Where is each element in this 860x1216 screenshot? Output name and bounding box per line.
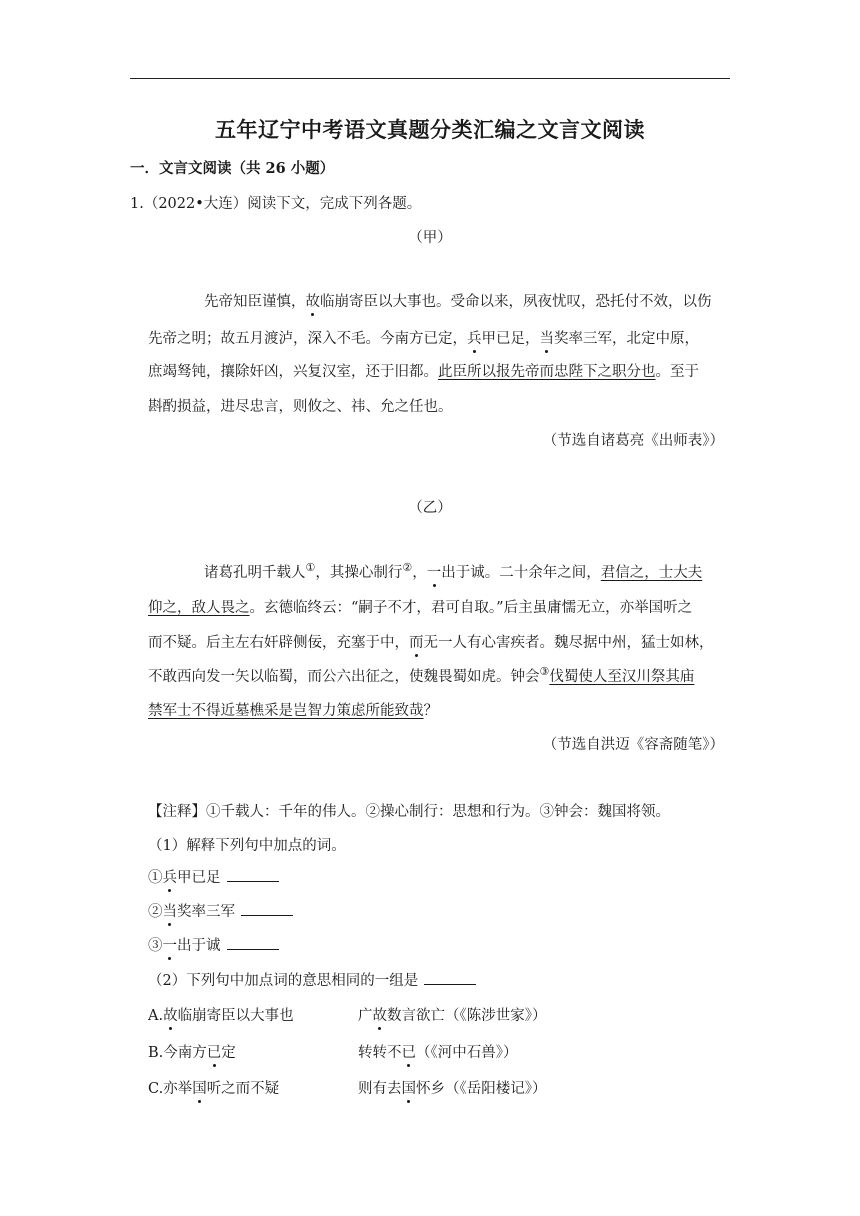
footnote-marker: ③ [539,665,550,679]
passage-b-label: （乙） [408,500,452,516]
option-c-right: 则有去国怀乡（《岳阳楼记》） [358,1081,547,1097]
section-heading: 一．文言文阅读（共 26 小题） [130,160,335,177]
emphasis-dot-word: 故 [163,1008,178,1024]
passage-a-line: 先帝知臣谨慎，故临崩寄臣以大事也。受命以来，夙夜忧叹，恐托付不效，以伤 [204,294,712,310]
passage-b-source: （节选自洪迈《容斋随笔》） [542,737,724,753]
emphasis-dot-word: 而 [409,635,424,651]
passage-a-label: （甲） [408,230,452,246]
sub-question-item: ②当奖率三军 [148,900,293,921]
passage-b-line: 禁军士不得近墓樵采是岂智力策虑所能致哉？ [148,703,438,719]
passage-b-line: 而不疑。后主左右奸辟侧佞，充塞于中，而无一人有心害疾者。魏尽据中州，猛士如林， [148,635,714,651]
emphasis-dot-word: 当 [162,904,177,920]
sub-question-item: ①兵甲已足 [148,866,279,887]
passage-b-line: 不敢西向发一矢以临蜀，而公六出征之，使魏畏蜀如虎。钟会③伐蜀使人至汉川祭其庙 [148,665,695,685]
annotation-notes: 【注释】①千载人：千年的伟人。②操心制行：思想和行为。③钟会：魏国将领。 [148,804,670,820]
passage-a-line: 先帝之明；故五月渡泸，深入不毛。今南方已定，兵甲已足，当奖率三军，北定中原， [148,331,699,347]
emphasis-dot-word: 已 [206,1045,222,1061]
footnote-marker: ① [305,561,316,575]
sub-question-item: ③一出于诚 [148,934,279,955]
option-b-right: 转转不已（《河中石兽》） [358,1045,518,1061]
option-a-right: 广故数言欲亡（《陈涉世家》） [358,1008,547,1024]
underlined-sentence: 仰之，敌人畏之 [148,600,250,616]
underlined-sentence: 禁军士不得近墓樵采是岂智力策虑所能致哉 [148,703,424,719]
option-c-left: C.亦举国听之而不疑 [148,1081,280,1097]
option-b-left: B.今南方已定 [148,1045,236,1061]
underlined-sentence: 伐蜀使人至汉川祭其庙 [549,669,695,685]
question-stem: 1.（2022•大连）阅读下文，完成下列各题。 [130,196,422,212]
emphasis-dot-word: 兵 [467,331,482,347]
passage-b-line: 诸葛孔明千载人①，其操心制行②，一出于诚。二十余年之间，君信之，士大夫 [204,561,703,581]
emphasis-dot-word: 故 [372,1008,387,1024]
passage-a-line: 庶竭驽钝，攘除奸凶，兴复汉室，还于旧都。此臣所以报先帝而忠陛下之职分也。至于 [148,364,699,380]
page-title: 五年辽宁中考语文真题分类汇编之文言文阅读 [215,117,645,142]
emphasis-dot-word: 故 [305,294,320,310]
answer-blank[interactable] [241,903,293,916]
emphasis-dot-word: 兵 [162,870,177,886]
emphasis-dot-word: 当 [539,331,554,347]
answer-blank[interactable] [227,869,279,882]
option-a-left: A.故临崩寄臣以大事也 [148,1008,294,1024]
header-rule [130,78,730,79]
emphasis-dot-word: 一 [162,938,177,954]
emphasis-dot-word: 国 [401,1081,416,1097]
underlined-sentence: 君信之，士大夫 [600,565,703,581]
passage-b-line: 仰之，敌人畏之。玄德临终云：“嗣子不才，君可自取。”后主虽庸懦无立，亦举国听之 [148,600,693,616]
sub-question-2-prompt: （2）下列句中加点词的意思相同的一组是 [148,969,476,990]
emphasis-dot-word: 已 [401,1045,416,1061]
passage-a-source: （节选自诸葛亮《出师表》） [542,433,724,449]
footnote-marker: ② [402,561,413,575]
passage-a-line: 斟酌损益，进尽忠言，则攸之、祎、允之任也。 [148,399,453,415]
sub-question-1-prompt: （1）解释下列句中加点的词。 [148,838,346,854]
underlined-sentence: 此臣所以报先帝而忠陛下之职分也 [438,364,656,380]
emphasis-dot-word: 一 [426,565,442,581]
emphasis-dot-word: 国 [192,1081,207,1097]
answer-blank[interactable] [227,937,279,950]
answer-blank[interactable] [424,972,476,985]
